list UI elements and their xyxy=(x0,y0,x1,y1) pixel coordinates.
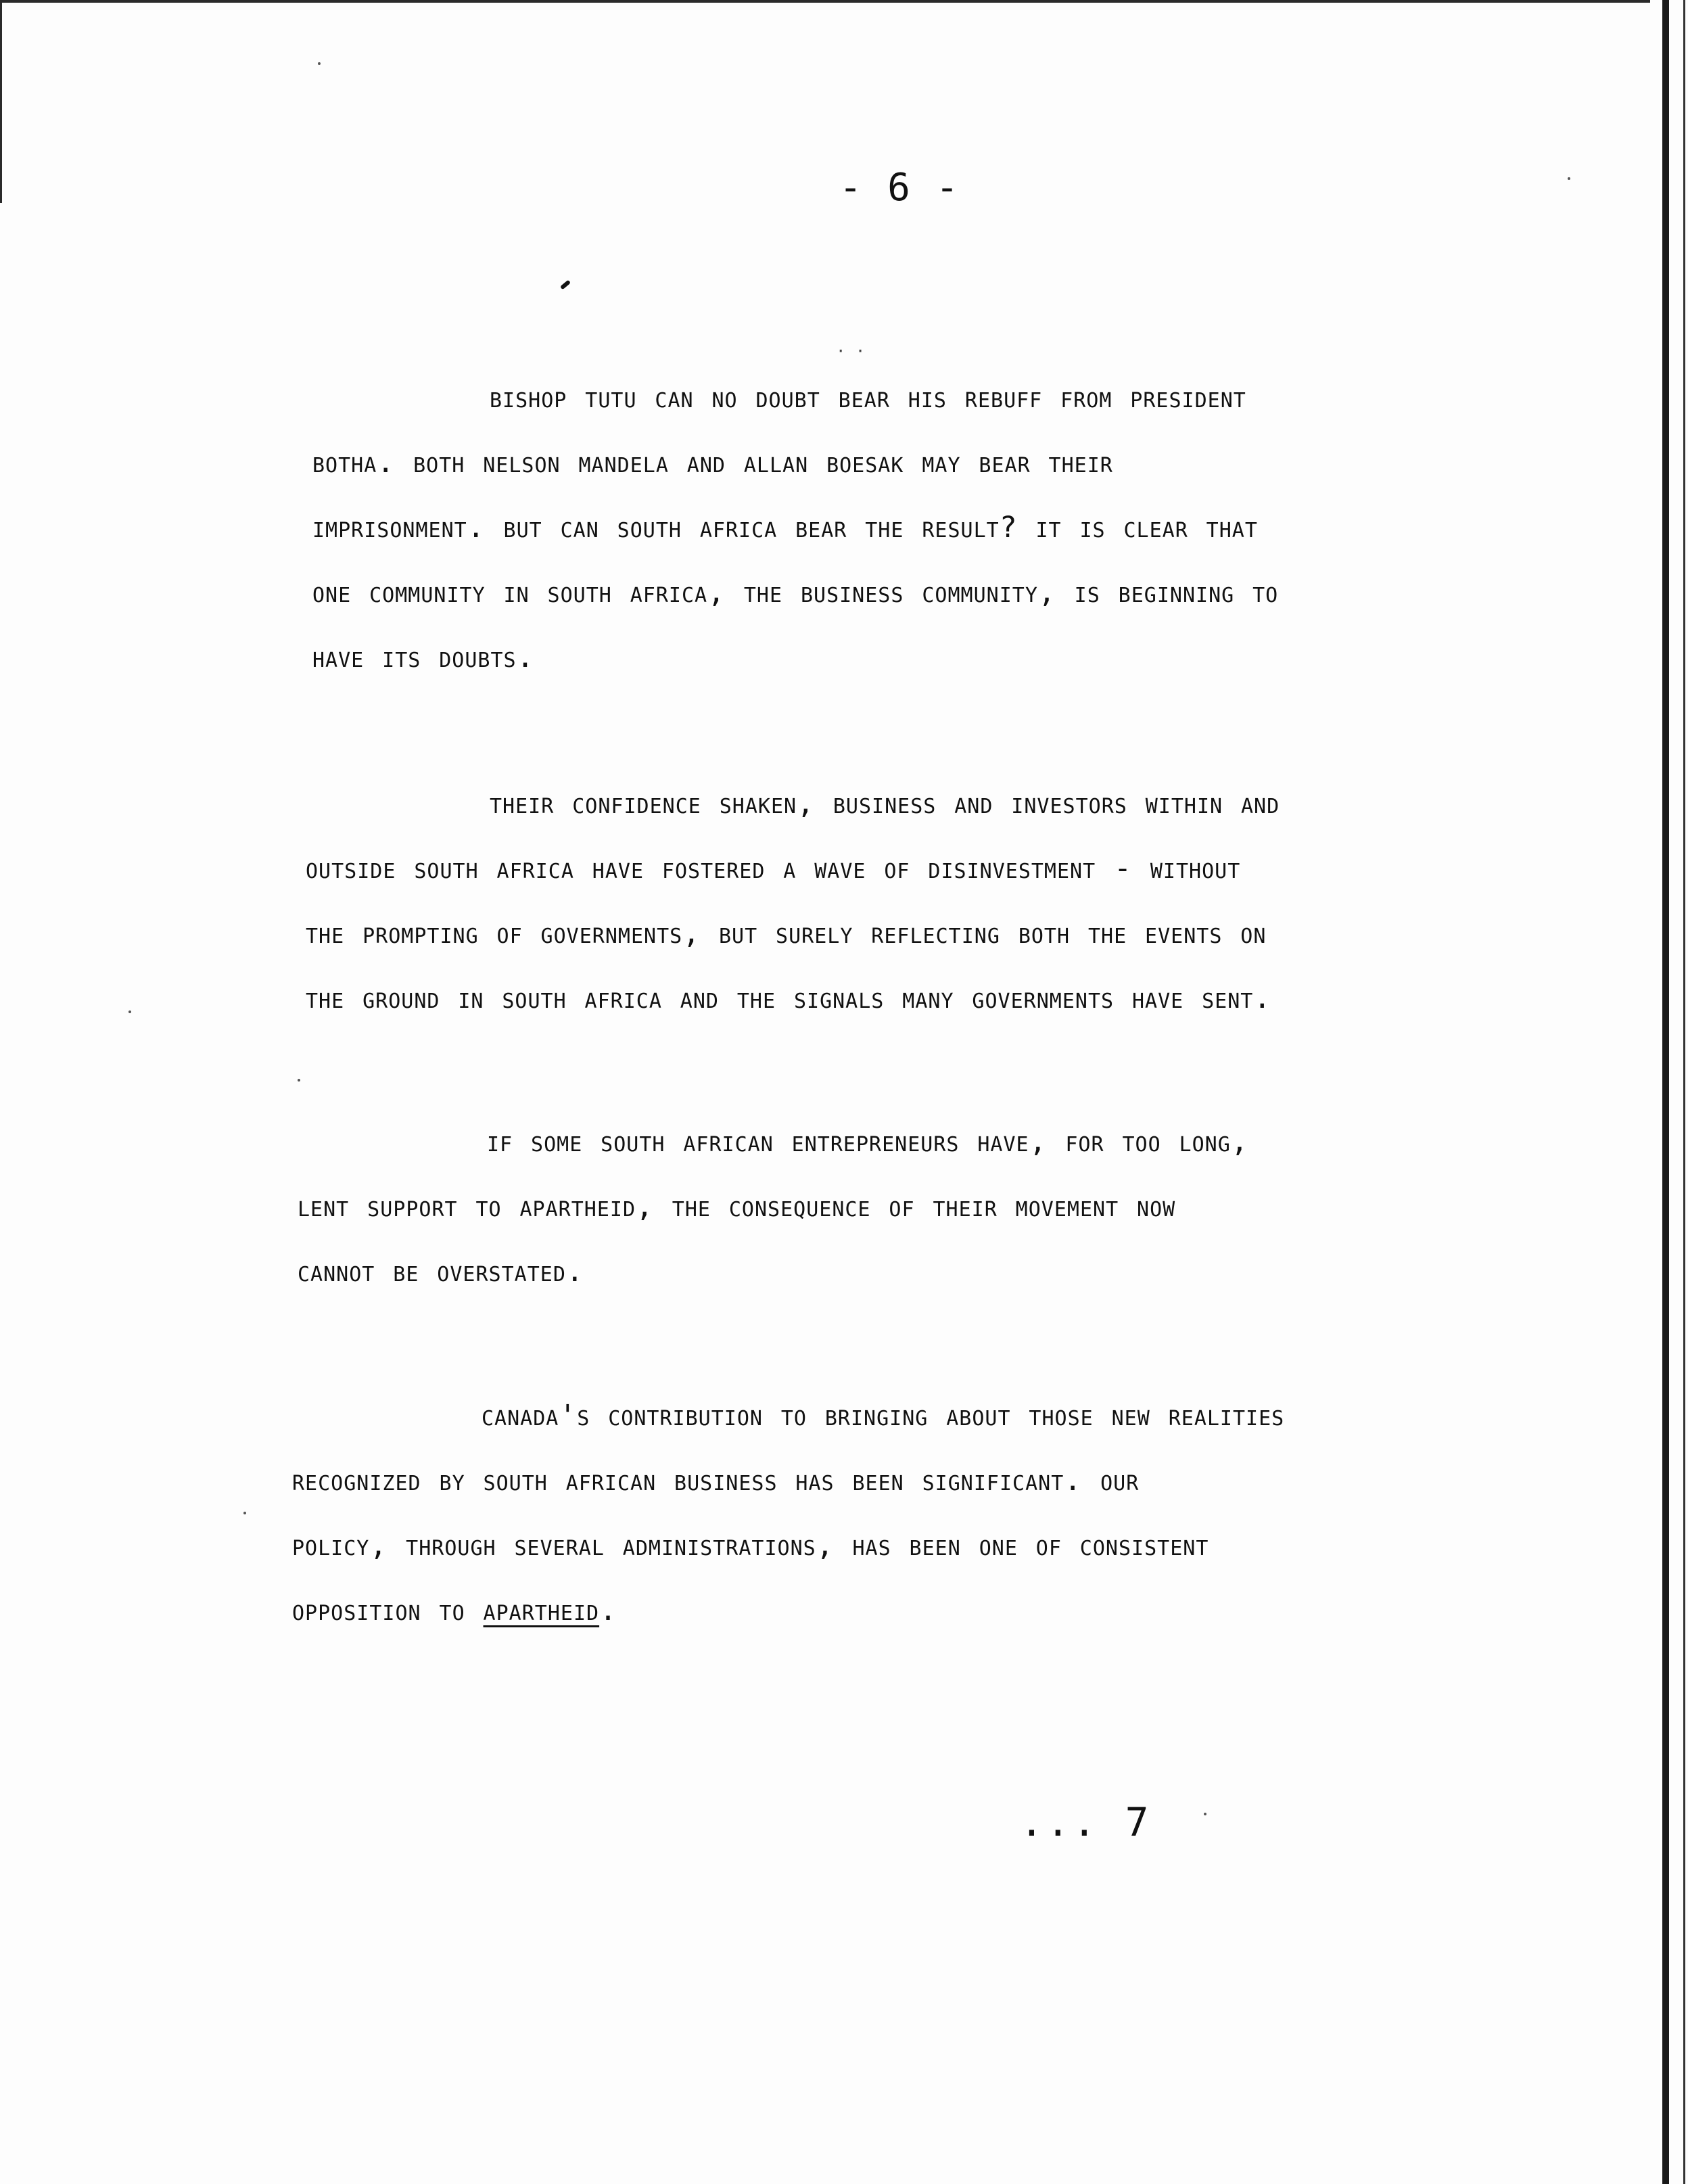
pen-mark xyxy=(560,280,571,290)
paragraph-line: the prompting of governments, but surely reflecting both the events on xyxy=(306,916,1267,950)
scan-speck xyxy=(243,1512,246,1514)
continued-marker: ... 7 xyxy=(1020,1799,1152,1845)
paragraph-line-final xyxy=(292,1578,1284,1643)
paragraph-line: one community in south africa, the business community, is beginning to xyxy=(312,576,1279,609)
paragraph-line: botha. both nelson mandela and allan boesak may bear their xyxy=(312,446,1113,480)
underlined-word: apartheid xyxy=(483,1594,600,1627)
paragraph-line: their confidence shaken, business and investors within and xyxy=(490,787,1280,820)
paragraph-line: if some south african entrepreneurs have, for too long, xyxy=(487,1125,1249,1159)
scan-speck xyxy=(1568,177,1570,180)
page-right-edge xyxy=(1662,0,1669,2184)
paragraph-line: imprisonment. but can south africa bear the result? it is clear that xyxy=(312,511,1258,544)
scan-speck xyxy=(318,62,321,65)
paragraph-line: opposition to xyxy=(292,1594,465,1627)
paragraph-4 xyxy=(292,1383,1284,1643)
paragraph-line: outside south africa have fostered a wave of disinvestment - without xyxy=(306,852,1241,885)
paragraph-3 xyxy=(298,1109,1249,1304)
paragraph-line: have its doubts. xyxy=(312,641,535,674)
paragraph-line: the ground in south africa and the signals many governments have sent. xyxy=(306,981,1272,1015)
scan-speck xyxy=(128,1010,131,1013)
final-punctuation: . xyxy=(599,1594,617,1627)
stray-dots: · · xyxy=(836,342,866,361)
scan-speck xyxy=(1204,1813,1206,1815)
paragraph-line: policy, through several administrations, has been one of consistent xyxy=(292,1529,1209,1562)
paragraph-2 xyxy=(306,771,1280,1031)
paragraph-line: lent support to apartheid, the consequence of their movement now xyxy=(298,1190,1176,1224)
paragraph-line: bishop tutu can no doubt bear his rebuff from president xyxy=(490,381,1246,415)
paragraph-line: canada's contribution to bringing about those new realities xyxy=(482,1399,1285,1433)
paragraph-1 xyxy=(312,365,1278,690)
page-number: - 6 - xyxy=(839,166,960,210)
page-right-edge-thin xyxy=(1683,0,1685,2184)
page-top-edge xyxy=(0,0,1650,3)
paragraph-line: cannot be overstated. xyxy=(298,1255,584,1288)
scan-speck xyxy=(298,1079,300,1082)
paragraph-line: recognized by south african business has been significant. our xyxy=(292,1464,1140,1497)
